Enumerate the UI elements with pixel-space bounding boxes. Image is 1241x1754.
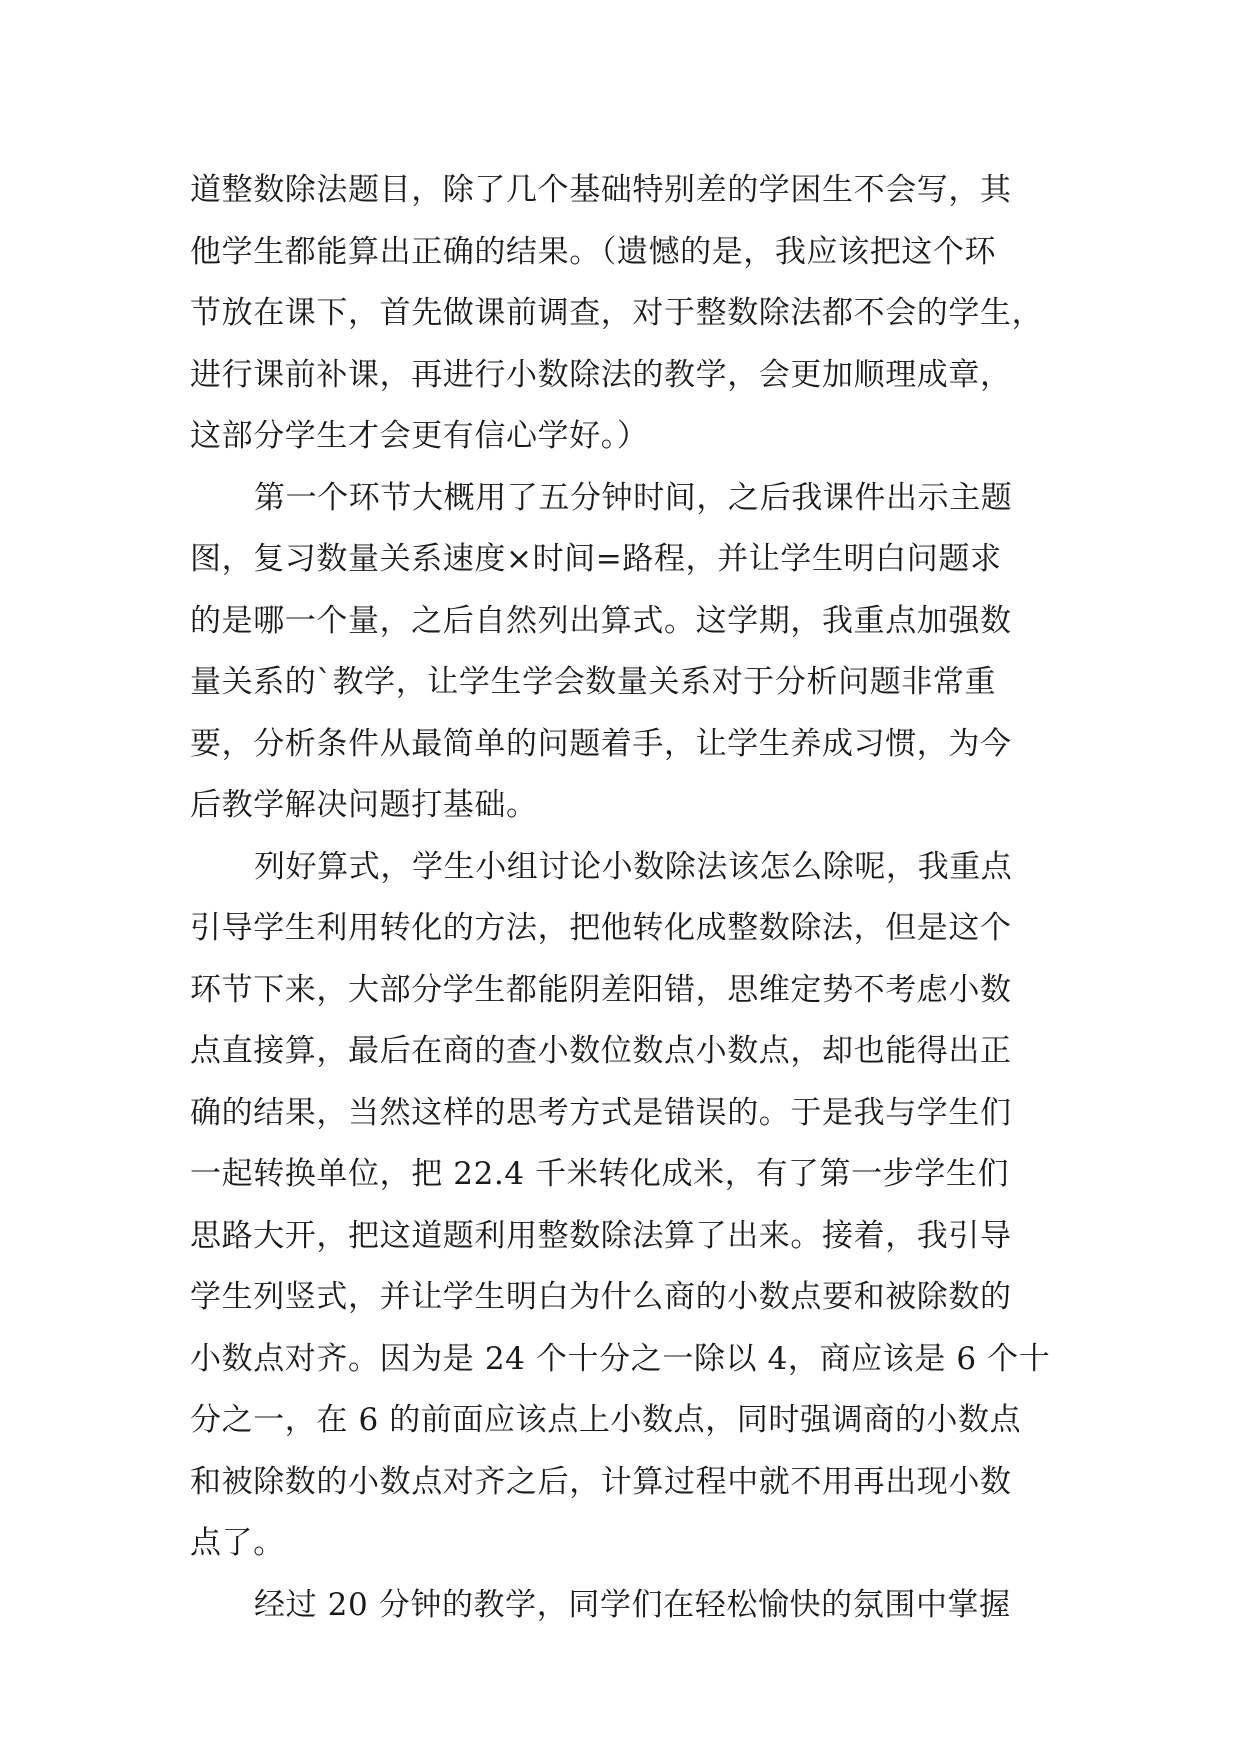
text-line: 确的结果，当然这样的思考方式是错误的。于是我与学生们 [190, 1094, 1012, 1131]
text-line: 后教学解决问题打基础。 [190, 787, 538, 823]
text-line: 进行课前补课，再进行小数除法的教学，会更加顺理成章， [190, 356, 1012, 393]
text-line: 道整数除法题目，除了几个基础特别差的学困生不会写，其 [190, 172, 1012, 208]
body-text [190, 160, 1068, 1636]
text-line: 点了。 [190, 1525, 285, 1561]
text-line: 图，复习数量关系速度×时间=路程，并让学生明白问题求 [190, 541, 1002, 577]
text-line: 要，分析条件从最简单的问题着手，让学生养成习惯，为今 [190, 725, 1012, 762]
text-line: 学生列竖式，并让学生明白为什么商的小数点要和被除数的 [190, 1279, 1012, 1315]
text-line: 一起转换单位，把 22.4 千米转化成米，有了第一步学生们 [190, 1156, 1010, 1192]
text-line: 这部分学生才会更有信心学好。） [190, 418, 649, 454]
text-line: 环节下来，大部分学生都能阴差阳错，思维定势不考虑小数 [190, 971, 1012, 1008]
text-line: 量关系的`教学，让学生学会数量关系对于分析问题非常重 [190, 664, 997, 700]
text-line: 列好算式，学生小组讨论小数除法该怎么除呢，我重点 [254, 848, 1013, 885]
text-line: 的是哪一个量，之后自然列出算式。这学期，我重点加强数 [190, 602, 1012, 639]
text-line: 经过 20 分钟的教学，同学们在轻松愉快的氛围中掌握 [254, 1586, 1011, 1623]
text-line: 引导学生利用转化的方法，把他转化成整数除法，但是这个 [190, 910, 1012, 946]
text-line: 点直接算，最后在商的查小数位数点小数点，却也能得出正 [190, 1033, 1012, 1069]
text-line: 思路大开，把这道题利用整数除法算了出来。接着，我引导 [190, 1217, 1012, 1254]
text-line: 第一个环节大概用了五分钟时间，之后我课件出示主题 [254, 479, 1013, 516]
text-line: 小数点对齐。因为是 24 个十分之一除以 4，商应该是 6 个十 [190, 1340, 1051, 1377]
text-line: 节放在课下，首先做课前调查，对于整数除法都不会的学生， [190, 295, 1044, 331]
text-line: 分之一，在 6 的前面应该点上小数点，同时强调商的小数点 [190, 1402, 1022, 1438]
text-line: 和被除数的小数点对齐之后，计算过程中就不用再出现小数 [190, 1463, 1012, 1500]
text-line: 他学生都能算出正确的结果。（遗憾的是，我应该把这个环 [190, 233, 997, 270]
